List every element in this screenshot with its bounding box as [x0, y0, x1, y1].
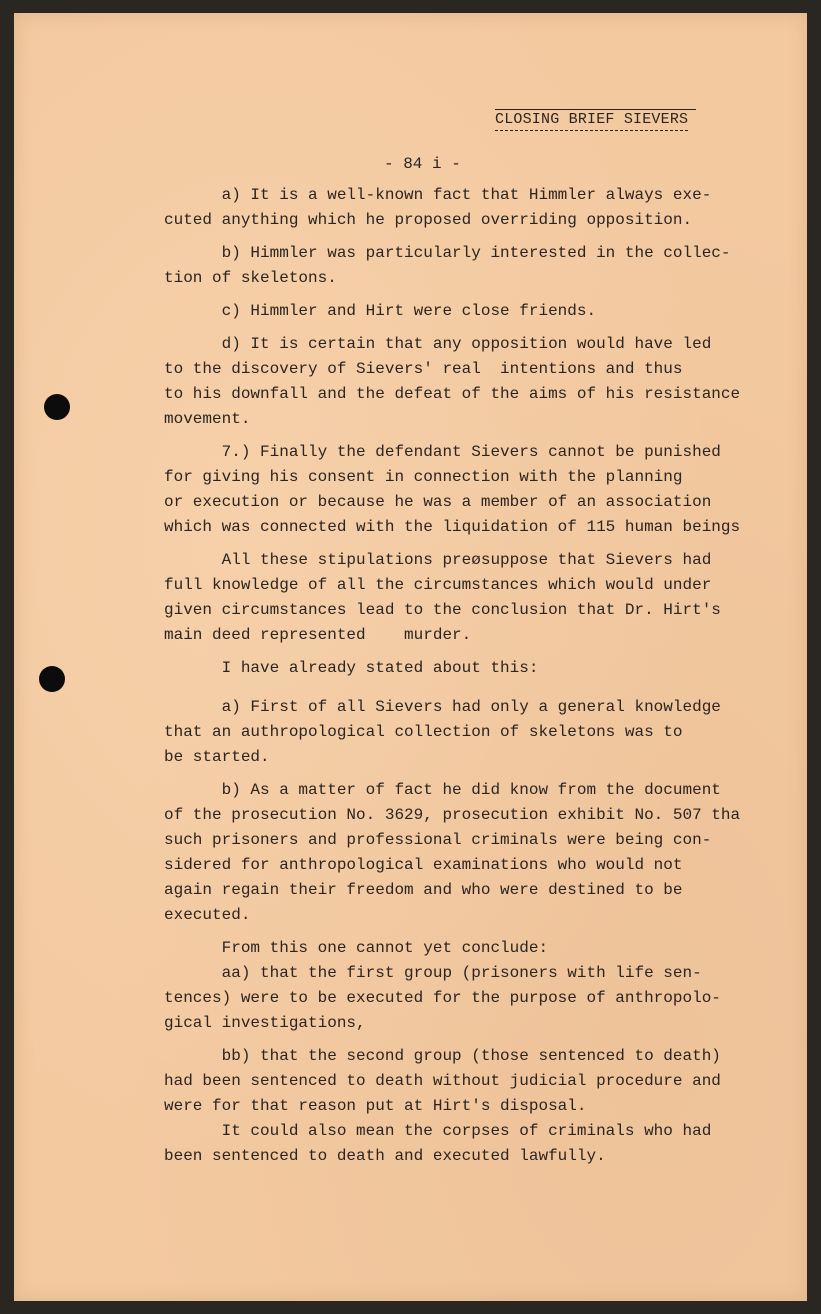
text-line: tences) were to be executed for the purpose of anthropolo-	[164, 989, 721, 1007]
text-line: which was connected with the liquidation of 115 human beings	[164, 518, 741, 536]
text-line: a) It is a well-known fact that Himmler always exe-	[164, 186, 712, 204]
text-line: I have already stated about this:	[164, 659, 539, 677]
paragraph	[164, 1044, 784, 1169]
text-line: main deed represented murder.	[164, 626, 472, 644]
text-line: of the prosecution No. 3629, prosecution exhibit No. 507 tha	[164, 806, 741, 824]
text-line: were for that reason put at Hirt's disposal.	[164, 1097, 587, 1115]
text-line: From this one cannot yet conclude:	[164, 939, 549, 957]
text-line: or execution or because he was a member of an association	[164, 493, 712, 511]
paragraph	[164, 241, 784, 291]
text-line: bb) that the second group (those sentenced to death)	[164, 1047, 721, 1065]
text-line: sidered for anthropological examinations who would not	[164, 856, 683, 874]
text-line: movement.	[164, 410, 251, 428]
text-line: b) As a matter of fact he did know from the document	[164, 781, 721, 799]
text-line: to his downfall and the defeat of the aims of his resistance	[164, 385, 741, 403]
text-line: tion of skeletons.	[164, 269, 337, 287]
text-line: d) It is certain that any opposition would have led	[164, 335, 712, 353]
text-line: again regain their freedom and who were destined to be	[164, 881, 683, 899]
punch-hole-bottom	[39, 666, 65, 692]
text-line: be started.	[164, 748, 270, 766]
paragraph	[164, 548, 784, 648]
text-line: to the discovery of Sievers' real intentions and thus	[164, 360, 683, 378]
text-line: aa) that the first group (prisoners with life sen-	[164, 964, 702, 982]
text-line: c) Himmler and Hirt were close friends.	[164, 302, 597, 320]
text-line: b) Himmler was particularly interested in the collec-	[164, 244, 731, 262]
text-line: been sentenced to death and executed lawfully.	[164, 1147, 606, 1165]
punch-hole-top	[44, 394, 70, 420]
paragraph	[164, 778, 784, 928]
document-header: CLOSING BRIEF SIEVERS	[495, 111, 688, 131]
text-line: It could also mean the corpses of criminals who had	[164, 1122, 712, 1140]
text-line: such prisoners and professional criminals were being con-	[164, 831, 712, 849]
text-line: had been sentenced to death without judicial procedure and	[164, 1072, 721, 1090]
paragraph	[164, 332, 784, 432]
text-line: that an authropological collection of skeletons was to	[164, 723, 683, 741]
text-line: a) First of all Sievers had only a general knowledge	[164, 698, 721, 716]
paragraph	[164, 695, 784, 770]
text-line: 7.) Finally the defendant Sievers cannot be punished	[164, 443, 721, 461]
text-line: executed.	[164, 906, 251, 924]
paragraph	[164, 440, 784, 540]
text-line: cuted anything which he proposed overriding opposition.	[164, 211, 693, 229]
paragraph	[164, 299, 784, 324]
paragraph	[164, 183, 784, 233]
document-page	[14, 13, 807, 1301]
text-line: full knowledge of all the circumstances which would under	[164, 576, 712, 594]
text-line: All these stipulations preøsuppose that Sievers had	[164, 551, 712, 569]
paragraph	[164, 656, 784, 681]
text-line: for giving his consent in connection with the planning	[164, 468, 683, 486]
paragraph	[164, 936, 784, 1036]
page-number: - 84 i -	[384, 155, 461, 173]
text-line: gical investigations,	[164, 1014, 366, 1032]
text-line: given circumstances lead to the conclusion that Dr. Hirt's	[164, 601, 721, 619]
document-body	[164, 183, 784, 1177]
